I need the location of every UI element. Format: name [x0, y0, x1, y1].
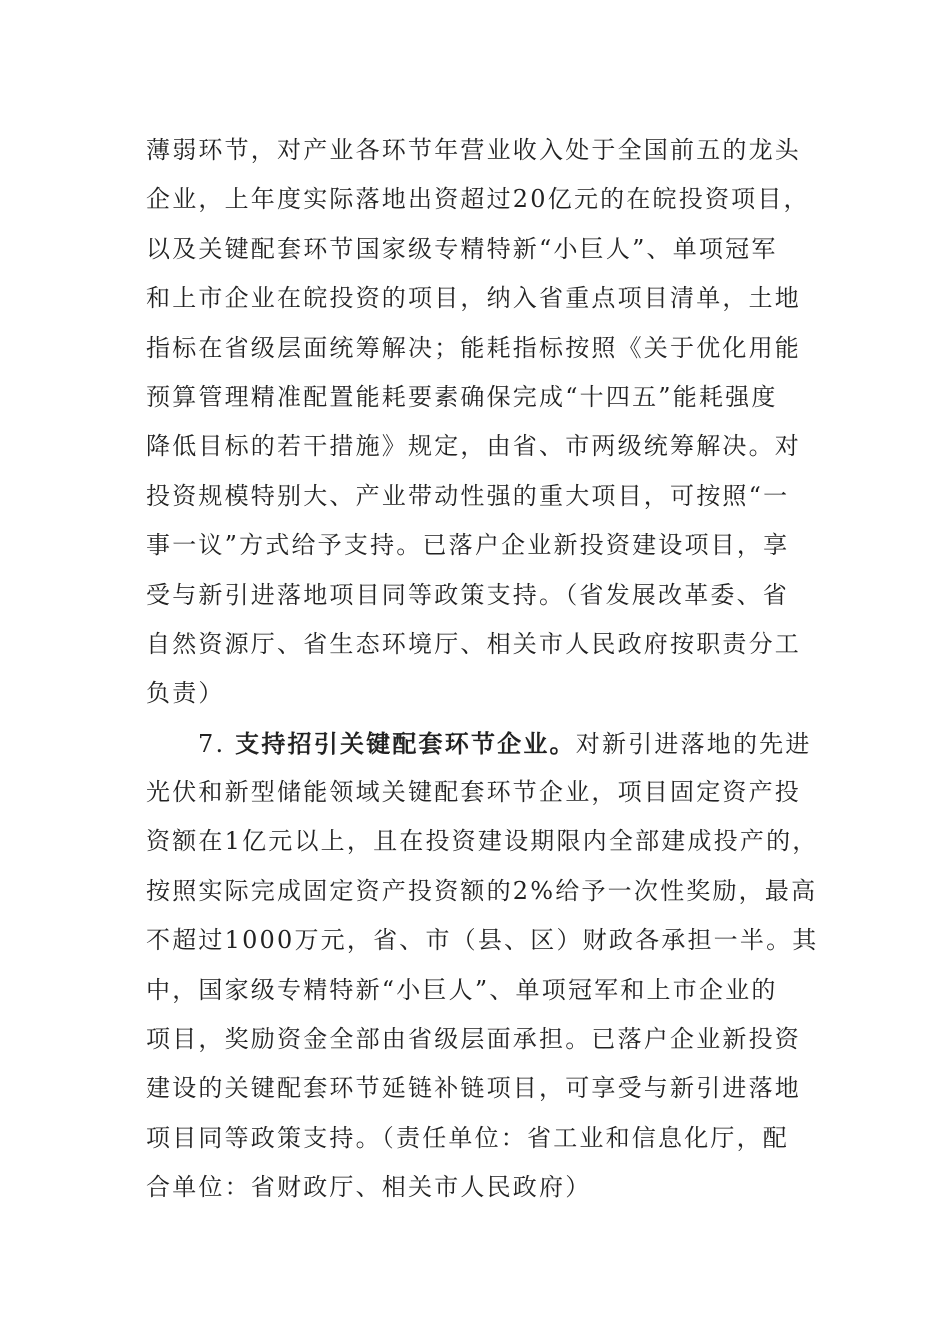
- text-line: 项目同等政策支持。（责任单位：省工业和信息化厅，配: [146, 1123, 789, 1152]
- section-text: 对新引进落地的先进: [575, 729, 812, 758]
- text-line: 中，国家级专精特新“小巨人”、单项冠军和上市企业的: [146, 975, 778, 1004]
- section-7-line: [146, 719, 816, 768]
- text-line: 降低目标的若干措施》规定，由省、市两级统筹解决。对: [146, 432, 801, 461]
- text-line: 预算管理精准配置能耗要素确保完成“十四五”能耗强度: [146, 382, 778, 411]
- text-line: 自然资源厅、省生态环境厅、相关市人民政府按职责分工: [146, 629, 801, 658]
- text-line: 不超过1000万元，省、市（县、区）财政各承担一半。其: [146, 926, 819, 955]
- text-line: 以及关键配套环节国家级专精特新“小巨人”、单项冠军: [146, 234, 778, 263]
- item-number: 7.: [198, 729, 226, 758]
- text-line: 资额在1亿元以上，且在投资建设期限内全部建成投产的，: [146, 827, 819, 856]
- text-line: 和上市企业在皖投资的项目，纳入省重点项目清单，土地: [146, 284, 801, 313]
- text-line: 指标在省级层面统筹解决；能耗指标按照《关于优化用能: [146, 333, 801, 362]
- text-line: 事一议”方式给予支持。已落户企业新投资建设项目，享: [146, 531, 790, 560]
- text-line: 负责）: [146, 679, 225, 708]
- text-line: 项目，奖励资金全部由省级层面承担。已落户企业新投资: [146, 1025, 801, 1054]
- text-line: 薄弱环节，对产业各环节年营业收入处于全国前五的龙头: [146, 136, 801, 164]
- text-line: 企业，上年度实际落地出资超过20亿元的在皖投资项目，: [146, 185, 810, 214]
- text-line: 光伏和新型储能领域关键配套环节企业，项目固定资产投: [146, 778, 801, 807]
- text-line: 投资规模特别大、产业带动性强的重大项目，可按照“一: [146, 481, 790, 510]
- text-line: 合单位：省财政厅、相关市人民政府）: [146, 1173, 592, 1202]
- text-line: 建设的关键配套环节延链补链项目，可享受与新引进落地: [146, 1074, 801, 1103]
- text-line: 按照实际完成固定资产投资额的2%给予一次性奖励，最高: [146, 876, 818, 905]
- text-line: 受与新引进落地项目同等政策支持。（省发展改革委、省: [146, 580, 789, 609]
- section-heading: 支持招引关键配套环节企业。: [235, 728, 576, 758]
- body-text: [146, 126, 819, 1213]
